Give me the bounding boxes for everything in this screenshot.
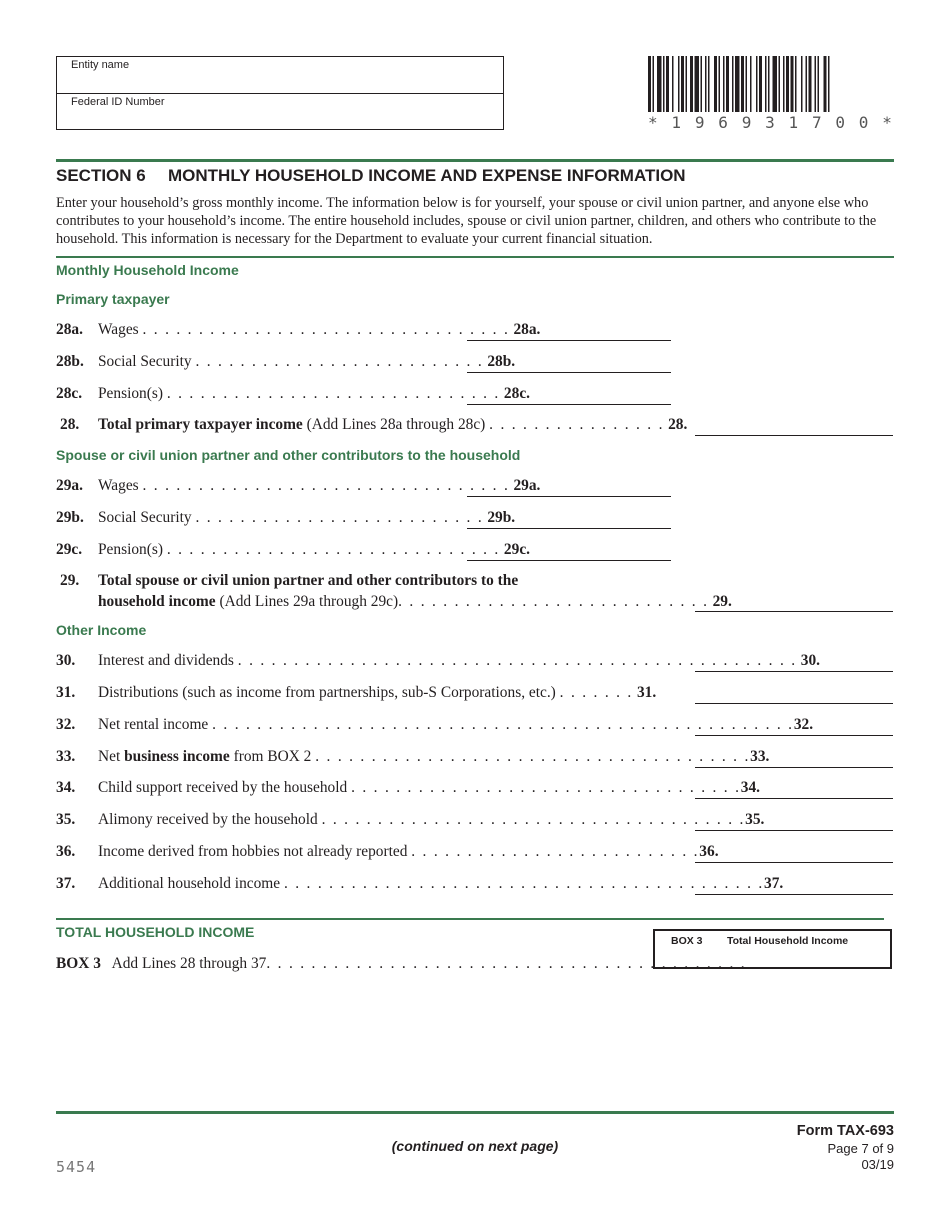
line-29-field[interactable] bbox=[695, 611, 893, 612]
page-number: Page 7 of 9 bbox=[827, 1141, 894, 1156]
subhead-monthly: Monthly Household Income bbox=[56, 262, 239, 278]
line-29b-field[interactable] bbox=[467, 528, 671, 529]
line-33-field[interactable] bbox=[695, 767, 893, 768]
form-date: 03/19 bbox=[861, 1157, 894, 1172]
line-36-field[interactable] bbox=[695, 862, 893, 863]
section-intro: Enter your household’s gross monthly income. The information below is for yourself, your spouse or civil union partner, and anyone else who contributes to your household’s income. The entire household includes, spouse or civil union partner, children, and others who contribute to the household. This information is necessary for the Department to evaluate your current financial situation. bbox=[56, 195, 877, 248]
line-37-field[interactable] bbox=[695, 894, 893, 895]
form-identifier bbox=[797, 1122, 894, 1173]
federal-id-label: Federal ID Number bbox=[71, 96, 165, 108]
section-title: SECTION 6 MONTHLY HOUSEHOLD INCOME AND EXPENSE INFORMATION bbox=[56, 166, 686, 185]
line-28c-field[interactable] bbox=[467, 404, 671, 405]
line-29c-field[interactable] bbox=[467, 560, 671, 561]
line-28a-field[interactable] bbox=[467, 340, 671, 341]
barcode-image bbox=[648, 56, 892, 112]
entity-name-label: Entity name bbox=[71, 59, 130, 71]
intro-rule bbox=[56, 256, 894, 258]
footer-rule bbox=[56, 1111, 894, 1114]
line-35-field[interactable] bbox=[695, 830, 893, 831]
line-32-field[interactable] bbox=[695, 735, 893, 736]
box3-line: BOX 3 Add Lines 28 through 37. . . . . . . . . . . . . . . . . . . . . . . . . . . . . . . . . . . . . . . . . . . bbox=[56, 955, 747, 972]
subhead-other: Other Income bbox=[56, 622, 147, 638]
form-number: Form TAX-693 bbox=[796, 1123, 894, 1139]
form-code: 5454 bbox=[56, 1158, 97, 1176]
subhead-primary: Primary taxpayer bbox=[56, 291, 170, 307]
box3-frame-label: BOX 3 bbox=[671, 935, 703, 947]
line-31-field[interactable] bbox=[695, 703, 893, 704]
box3-frame-title: Total Household Income bbox=[727, 935, 849, 947]
barcode-digits: * 1 9 6 9 3 1 7 0 0 * bbox=[648, 113, 892, 132]
line-34-field[interactable] bbox=[695, 798, 893, 799]
line-28-field[interactable] bbox=[695, 435, 893, 436]
box3-total-field[interactable] bbox=[653, 929, 892, 969]
section-rule bbox=[56, 159, 894, 162]
continued-note: (continued on next page) bbox=[391, 1138, 559, 1154]
line-29a-field[interactable] bbox=[467, 496, 671, 497]
entity-info-box bbox=[56, 56, 504, 130]
line-30-field[interactable] bbox=[695, 671, 893, 672]
line-28b-field[interactable] bbox=[467, 372, 671, 373]
subhead-total: TOTAL HOUSEHOLD INCOME bbox=[56, 924, 255, 940]
subhead-spouse: Spouse or civil union partner and other contributors to the household bbox=[56, 447, 521, 463]
total-rule bbox=[56, 918, 884, 920]
